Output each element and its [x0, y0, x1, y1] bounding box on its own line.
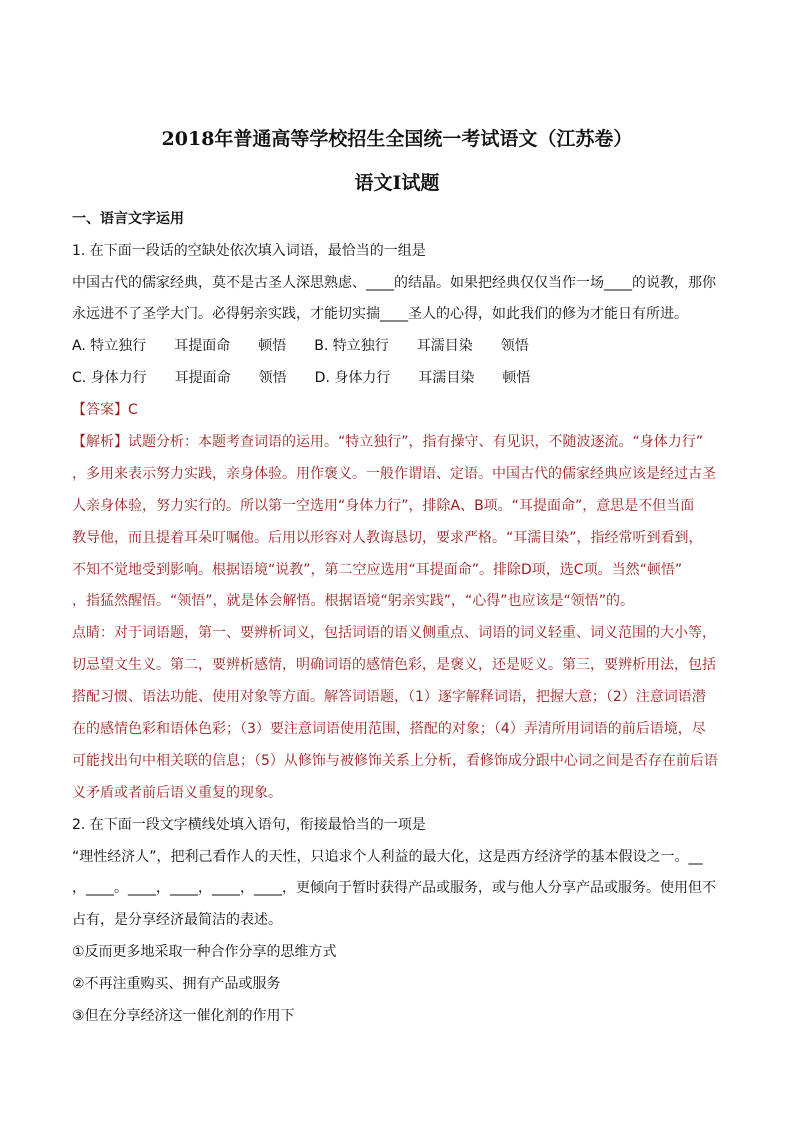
- analysis-line: ，指猛然醒悟。“领悟”，就是体会解悟。根据语境“躬亲实践”，“心得”也应该是“领悟”的。: [72, 593, 635, 609]
- question-2-item: ③但在分享经济这一催化剂的作用下: [72, 1008, 295, 1024]
- analysis-line: 不知不觉地受到影响。根据语境“说教”，第二空应选用“耳提面命”。排除D项，选C项。当然“顿悟”: [72, 562, 683, 578]
- analysis-line: 搭配习惯、语法功能、使用对象等方面。解答词语题，（1）逐字解释词语，把握大意；（2）注意词语潜: [72, 689, 706, 705]
- analysis-line: 教导他，而且提着耳朵叮嘱他。后用以形容对人教诲恳切，要求严格。“耳濡目染”，指经常听到看到，: [72, 530, 703, 546]
- answer-label: 【答案】: [72, 402, 128, 418]
- answer-value: C: [128, 402, 138, 418]
- analysis-line: 人亲身体验，努力实行的。所以第一空选用“身体力行”，排除A、B项。“耳提面命”，意思是不但当面: [72, 498, 695, 514]
- question-2-item: ①反而更多地采取一种合作分享的思维方式: [72, 944, 337, 960]
- analysis-line: 在的感情色彩和语体色彩；（3）要注意词语使用范围，搭配的对象；（4）弄清所用词语的前后语境，尽: [72, 721, 706, 737]
- analysis-line: ，多用来表示努力实践，亲身体验。用作褒义。一般作谓语、定语。中国古代的儒家经典应该是经过古圣: [72, 466, 716, 482]
- question-1-option-row: A. 特立独行 耳提面命 顿悟 B. 特立独行 耳濡目染 领悟: [72, 338, 529, 354]
- question-2-item: ②不再注重购买、拥有产品或服务: [72, 976, 281, 992]
- question-2-text-line: “理性经济人”，把利己看作人的天性，只追求个人利益的最大化，这是西方经济学的基本假设之一。__: [72, 849, 703, 865]
- question-2-text-line: 占有，是分享经济最简洁的表述。: [72, 912, 282, 928]
- question-2-text-line: ，____。____，____，____，____，更倾向于暂时获得产品或服务，或与他人分享产品或服务。使用但不: [72, 880, 716, 896]
- answer-line: [72, 399, 732, 419]
- analysis-line: 义矛盾或者前后语义重复的现象。: [72, 785, 282, 801]
- question-2-stem: 2. 在下面一段文字横线处填入语句，衔接最恰当的一项是: [72, 817, 426, 833]
- section-heading: 一、语言文字运用: [72, 211, 184, 227]
- analysis-line: 切忌望文生义。第二，要辨析感情，明确词语的感情色彩，是褒义，还是贬义。第三，要辨析用法，包括: [72, 657, 716, 673]
- analysis-line: 【解析】试题分析：本题考查词语的运用。“特立独行”，指有操守、有见识，不随波逐流。“身体力行”: [72, 434, 704, 450]
- exam-subtitle: 语文Ⅰ试题: [354, 172, 440, 194]
- question-1-text-line: 永远进不了圣学大门。必得躬亲实践，才能切实揣____圣人的心得，如此我们的修为才能日有所进。: [72, 306, 688, 322]
- exam-title: 2018年普通高等学校招生全国统一考试语文（江苏卷）: [161, 128, 633, 150]
- analysis-line: 点睛：对于词语题，第一、要辨析词义，包括词语的语义侧重点、词语的词义轻重、词义范围的大小等，: [72, 625, 716, 641]
- question-1-stem: 1. 在下面一段话的空缺处依次填入词语，最恰当的一组是: [72, 243, 426, 259]
- question-1-text-line: 中国古代的儒家经典，莫不是古圣人深思熟虑、____的结晶。如果把经典仅仅当作一场____的说教，那你: [72, 275, 716, 291]
- analysis-line: 可能找出句中相关联的信息；（5）从修饰与被修饰关系上分析，看修饰成分跟中心词之间是否存在前后语: [72, 753, 718, 769]
- question-1-option-row: C. 身体力行 耳提面命 领悟 D. 身体力行 耳濡目染 顿悟: [72, 370, 531, 386]
